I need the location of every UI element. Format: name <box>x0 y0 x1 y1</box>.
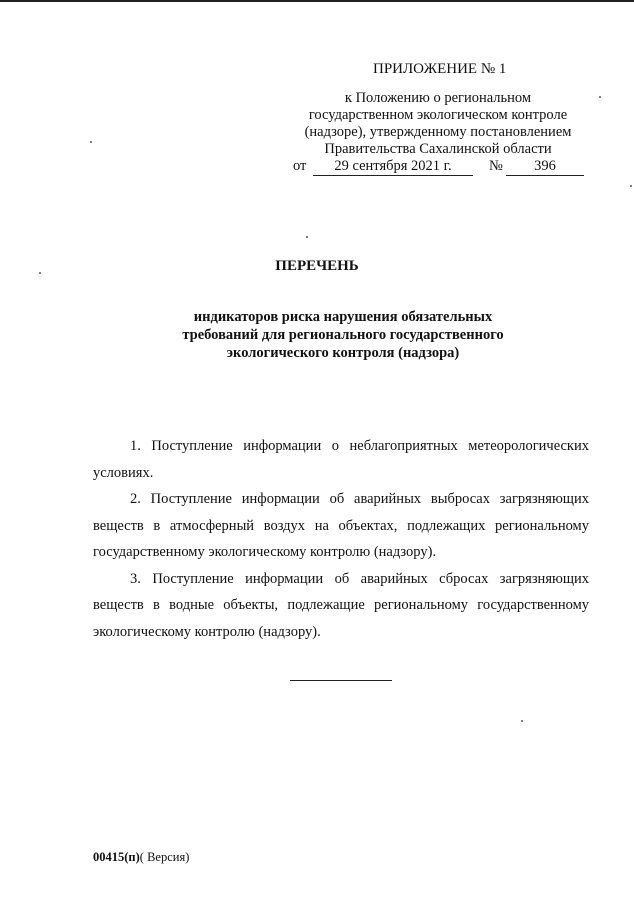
document-title: ПЕРЕЧЕНЬ <box>275 258 359 274</box>
from-label: от <box>293 158 307 174</box>
appendix-title: ПРИЛОЖЕНИЕ № 1 <box>373 61 507 77</box>
appendix-line-1: к Положению о региональном <box>344 90 532 106</box>
decree-number: 396 <box>506 158 584 176</box>
document-subtitle-line-2: требований для регионального государственного <box>182 327 504 343</box>
document-subtitle-line-1: индикаторов риска нарушения обязательных <box>193 309 493 325</box>
scan-speck <box>39 272 41 274</box>
scan-speck <box>306 236 308 238</box>
document-subtitle-line-3: экологического контроля (надзора) <box>226 345 460 361</box>
list-item: 1. Поступление информации о неблагоприятных метеорологических условиях. <box>93 438 589 481</box>
appendix-line-2: государственном экологическом контроле <box>308 107 568 123</box>
scan-speck <box>90 141 92 143</box>
scan-top-edge <box>0 0 634 2</box>
scan-speck <box>599 96 601 98</box>
end-separator-line <box>290 680 392 681</box>
decree-date: 29 сентября 2021 г. <box>313 158 473 176</box>
document-code-number: 00415(п) <box>93 850 140 864</box>
indicator-list <box>93 433 589 645</box>
list-item: 3. Поступление информации об аварийных сбросах загрязняющих веществ в водные объекты, подлежащие региональному государственному экологическому контролю (надзору). <box>93 570 589 640</box>
document-code <box>93 850 189 865</box>
appendix-line-3: (надзоре), утвержденному постановлением <box>304 124 572 140</box>
scan-speck <box>521 720 523 722</box>
scan-speck <box>630 185 632 187</box>
list-item: 2. Поступление информации об аварийных выбросах загрязняющих веществ в атмосферный воздух на объектах, подлежащих региональному государственному экологическому контролю (надзору). <box>93 491 589 560</box>
number-label: № <box>489 158 503 174</box>
document-version: ( Версия) <box>139 850 190 864</box>
appendix-line-4: Правительства Сахалинской области <box>324 141 552 157</box>
